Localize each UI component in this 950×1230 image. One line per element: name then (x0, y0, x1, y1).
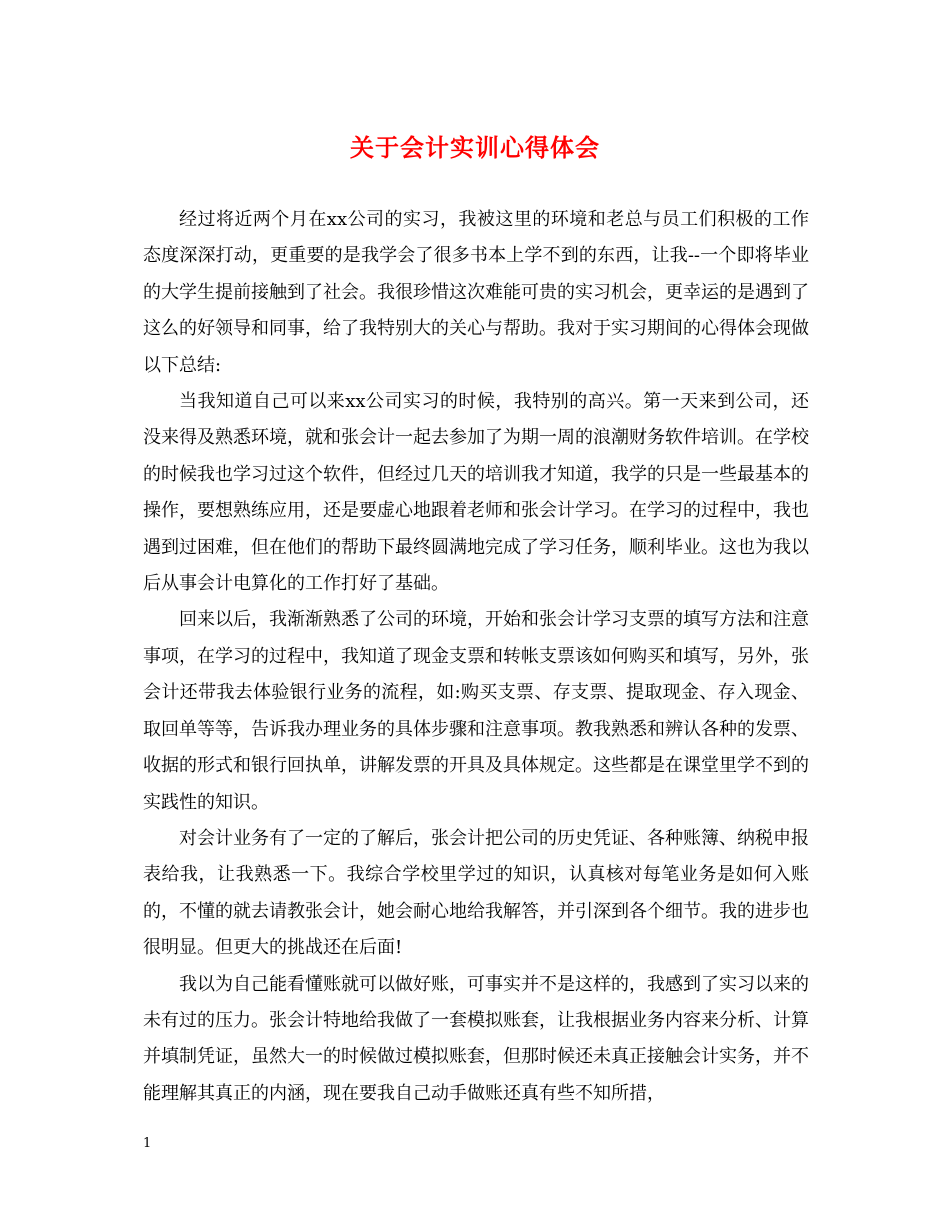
document-title: 关于会计实训心得体会 (350, 133, 600, 162)
paragraph-4: 对会计业务有了一定的了解后，张会计把公司的历史凭证、各种账簿、纳税申报表给我，让我熟悉一下。我综合学校里学过的知识，认真核对每笔业务是如何入账的，不懂的就去请教张会计，她会耐心地给我解答，并引深到各个细节。我的进步也很明显。但更大的挑战还在后面! (143, 827, 809, 959)
document-body (143, 202, 809, 1112)
paragraph-5: 我以为自己能看懂账就可以做好账，可事实并不是这样的，我感到了实习以来的未有过的压力。张会计特地给我做了一套模拟账套，让我根据业务内容来分析、计算并填制凭证，虽然大一的时候做过模拟账套，但那时候还未真正接触会计实务，并不能理解其真正的内涵，现在要我自己动手做账还真有些不知所措， (143, 973, 809, 1104)
page-number: 1 (143, 1136, 152, 1151)
paragraph-2: 当我知道自己可以来xx公司实习的时候，我特别的高兴。第一天来到公司，还没来得及熟悉环境，就和张会计一起去参加了为期一周的浪潮财务软件培训。在学校的时候我也学习过这个软件，但经过几天的培训我才知道，我学的只是一些最基本的操作，要想熟练应用，还是要虚心地跟着老师和张会计学习。在学习的过程中，我也遇到过困难，但在他们的帮助下最终圆满地完成了学习任务，顺利毕业。这也为我以后从事会计电算化的工作打好了基础。 (143, 391, 809, 595)
paragraph-3: 回来以后，我渐渐熟悉了公司的环境，开始和张会计学习支票的填写方法和注意事项，在学习的过程中，我知道了现金支票和转帐支票该如何购买和填写，另外，张会计还带我去体验银行业务的流程，如:购买支票、存支票、提取现金、存入现金、取回单等等，告诉我办理业务的具体步骤和注意事项。教我熟悉和辨认各种的发票、收据的形式和银行回执单，讲解发票的开具及具体规定。这些都是在课堂里学不到的实践性的知识。 (143, 609, 809, 813)
paragraph-1: 经过将近两个月在xx公司的实习，我被这里的环境和老总与员工们积极的工作态度深深打动，更重要的是我学会了很多书本上学不到的东西，让我--一个即将毕业的大学生提前接触到了社会。我很珍惜这次难能可贵的实习机会，更幸运的是遇到了这么的好领导和同事，给了我特别大的关心与帮助。我对于实习期间的心得体会现做以下总结: (143, 209, 809, 376)
